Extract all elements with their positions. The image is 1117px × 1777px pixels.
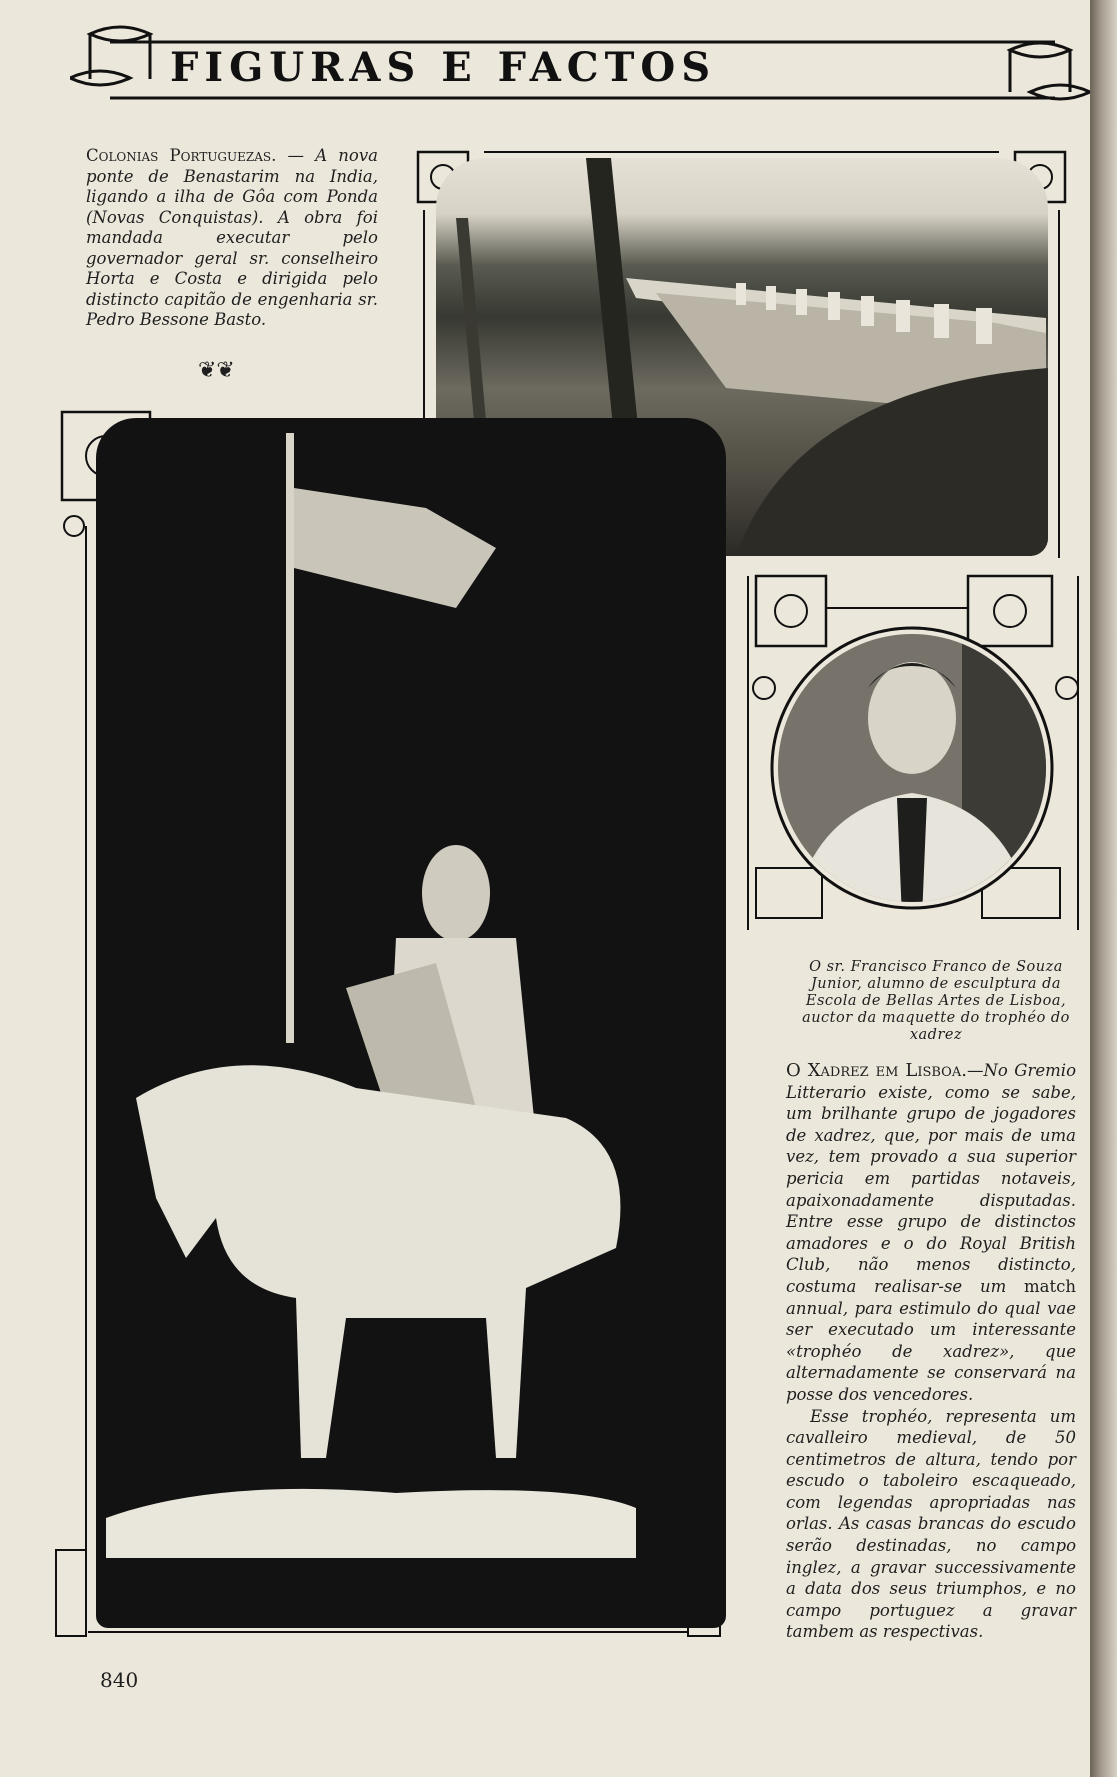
knight-statue-illustration <box>96 418 726 1628</box>
portrait-caption: O sr. Francisco Franco de Souza Junior, alumno de esculptura da Escola de Bellas Artes de Lisboa, auctor da maquette do trophéo do xadrez <box>802 959 1070 1043</box>
article-lead: O Xadrez em Lisboa. <box>786 1060 967 1081</box>
page-title: FIGURAS E FACTOS <box>170 44 717 91</box>
article-paragraph-2: Esse trophéo, representa um cavalleiro medieval, de 50 centimetros de altura, tendo por escudo o taboleiro escaqueado, com legendas apropriadas nas orlas. As casas brancas do escudo serão destinadas, no campo inglez, a gravar successivamente a data dos seus triumphos, e no campo portuguez a gravar tambem as respectivas. <box>786 1406 1076 1642</box>
book-gutter <box>1090 0 1117 1777</box>
bridge-caption <box>86 146 378 331</box>
article-p1-match: match <box>1024 1276 1076 1296</box>
bridge-caption-lead: Colonias Portuguezas. — <box>86 146 305 165</box>
portrait-frame <box>742 568 1082 930</box>
bridge-caption-body: A nova ponte de Benastarim na India, ligando a ilha de Gôa com Ponda (Novas Conquistas). A obra foi mandada executar pelo governador geral sr. conselheiro Horta e Costa e dirigida pelo distincto capitão de engenharia sr. Pedro Bessone Basto. <box>86 146 378 329</box>
article-p1-text-a: —No Gremio Litterario existe, como se sabe, um brilhante grupo de jogadores de xadrez, que, por mais de uma vez, tem provado a sua superior pericia em partidas notaveis, apaixonadamente disputadas. Entre esse grupo de distinctos amadores e o do Royal British Club, não menos distincto, costuma realisar-se um <box>786 1061 1077 1296</box>
leaf-ornament-icon: ❦❦ <box>198 358 235 383</box>
page-number: 840 <box>100 1668 139 1692</box>
chess-article <box>786 1060 1076 1643</box>
statue-photo <box>96 418 726 1628</box>
article-p1-text-b: annual, para estimulo do qual vae ser executado um interessante «trophéo de xadrez», que alternadamente se conservará na posse dos vencedores. <box>786 1298 1076 1404</box>
article-paragraph-1 <box>786 1060 1076 1406</box>
